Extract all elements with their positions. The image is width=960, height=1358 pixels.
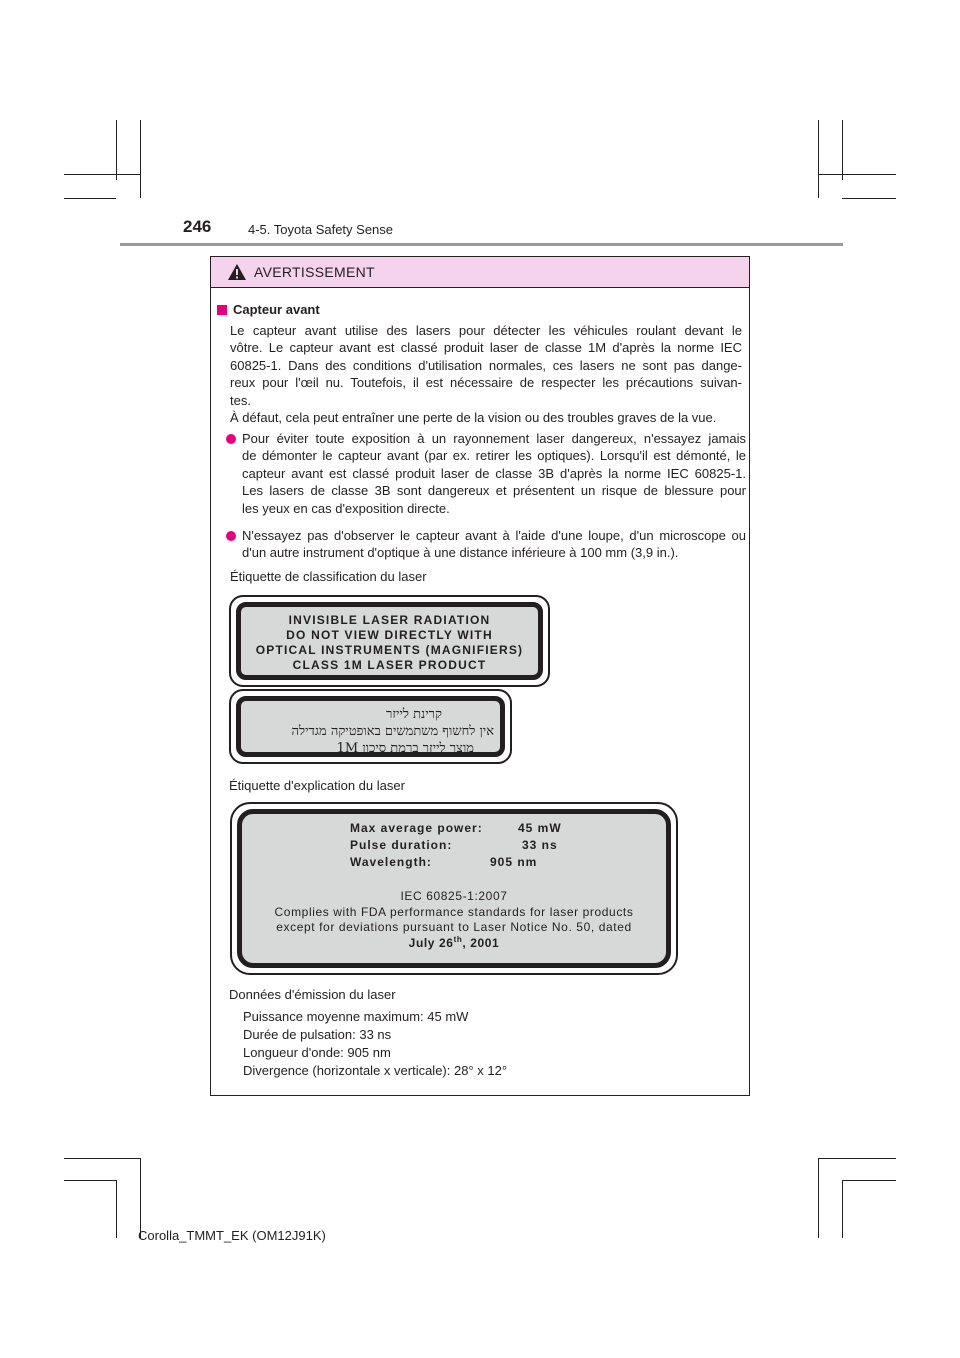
footer-text: Corolla_TMMT_EK (OM12J91K) [138,1228,326,1243]
warning-icon [227,263,247,281]
paragraph-line: reux pour l'œil nu. Toutefois, il est nécessaire de respecter les précautions suivan- [230,375,742,391]
crop-mark [116,120,117,180]
spec-value: 905 nm [490,855,538,869]
page-number: 246 [183,217,212,236]
date-superscript: th [453,935,463,944]
laser-class-label [229,595,550,687]
spec-value: 33 ns [522,838,558,852]
section-title: 4-5. Toyota Safety Sense [248,222,394,237]
crop-mark [842,198,896,199]
compliance-date [242,935,666,950]
bullet-item [226,527,746,562]
spec-value: 45 mW [518,821,562,835]
subheading-text: Capteur avant [233,302,320,317]
crop-mark [842,1180,896,1181]
standard-text: IEC 60825-1:2007 [400,889,508,903]
emission-line: Puissance moyenne maximum: 45 mW [243,1009,469,1024]
label-panel [236,602,543,680]
crop-mark [842,1180,843,1238]
crop-mark [64,198,116,199]
label-line: CLASS 1M LASER PRODUCT [292,658,487,672]
crop-mark [818,1158,896,1159]
crop-mark [818,120,819,198]
bullet-line: Pour éviter toute exposition à un rayonnement laser dangereux, n'essayez jamais [242,431,746,446]
bullet-line: d'un autre instrument d'optique à une distance inférieure à 100 mm (3,9 in.). [242,545,679,561]
label-line: OPTICAL INSTRUMENTS (MAGNIFIERS) [255,643,524,657]
crop-mark [64,174,140,175]
crop-mark [116,1180,117,1238]
paragraph-line: À défaut, cela peut entraîner une perte de la vision ou des troubles graves de la vue. [230,410,717,426]
warning-header [211,257,749,288]
paragraph-line: tes. [230,392,251,408]
emission-caption: Données d'émission du laser [229,987,396,1002]
label-line: קרינת לייזר [386,707,442,722]
paragraph-line: 60825-1. Dans des conditions d'utilisation normales, ces lasers ne sont pas dange- [230,357,742,373]
warning-title: AVERTISSEMENT [254,264,375,280]
spec-name: Wavelength: [350,855,432,869]
laser-explanation-label [230,802,678,975]
bullet-line: N'essayez pas d'observer le capteur avant à l'aide d'une loupe, d'un microscope ou [242,528,746,543]
bullet-line: de démonter le capteur avant (par ex. retirer les optiques). Lorsqu'il est démonté, le [242,448,746,464]
label-line: INVISIBLE LASER RADIATION [288,613,491,627]
crop-mark [818,174,896,175]
bullet-dot-icon [226,434,236,444]
paragraph [230,322,742,426]
laser-class-label-hebrew [229,689,512,764]
crop-mark [818,1158,819,1238]
bullet-line: capteur avant est classé produit laser de classe 3B d'après la norme IEC 60825-1. [242,465,746,481]
spec-name: Pulse duration: [350,838,453,852]
label-line: אין לחשוף משתמשים באופטיקה מגדילה [291,724,494,739]
explanation-caption: Étiquette d'explication du laser [229,778,405,793]
label-panel [237,809,671,968]
header-rule [120,243,843,246]
spec-name: Max average power: [350,821,483,835]
crop-mark [842,120,843,180]
square-bullet-icon [217,305,227,315]
label-panel [236,696,505,757]
date-suffix: , 2001 [462,936,500,950]
crop-mark [140,1158,141,1238]
compliance-line: Complies with FDA performance standards for laser products [274,905,634,919]
emission-line: Durée de pulsation: 33 ns [243,1027,392,1042]
compliance-line: except for deviations pursuant to Laser Notice No. 50, dated [276,920,632,934]
crop-mark [64,1158,140,1159]
paragraph-line: Le capteur avant utilise des lasers pour détecter les véhicules roulant devant le [230,323,742,338]
bullet-dot-icon [226,531,236,541]
label-line: DO NOT VIEW DIRECTLY WITH [286,628,493,642]
emission-line: Longueur d'onde: 905 nm [243,1045,391,1060]
crop-mark [140,120,141,198]
classification-caption: Étiquette de classification du laser [230,569,427,584]
bullet-line: les yeux en cas d'exposition directe. [242,500,450,516]
bullet-line: Les lasers de classe 3B sont dangereux et présentent un risque de blessure pour [242,483,746,499]
date-prefix: July 26 [408,936,454,950]
emission-line: Divergence (horizontale x verticale): 28° x 12° [243,1063,508,1078]
subheading [217,302,320,317]
crop-mark [64,1180,116,1181]
label-line: מוצר לייזר ברמת סיכון 1M [336,741,474,756]
paragraph-line: vôtre. Le capteur avant est classé produit laser de classe 1M d'après la norme IEC [230,340,742,356]
bullet-item [226,430,746,517]
